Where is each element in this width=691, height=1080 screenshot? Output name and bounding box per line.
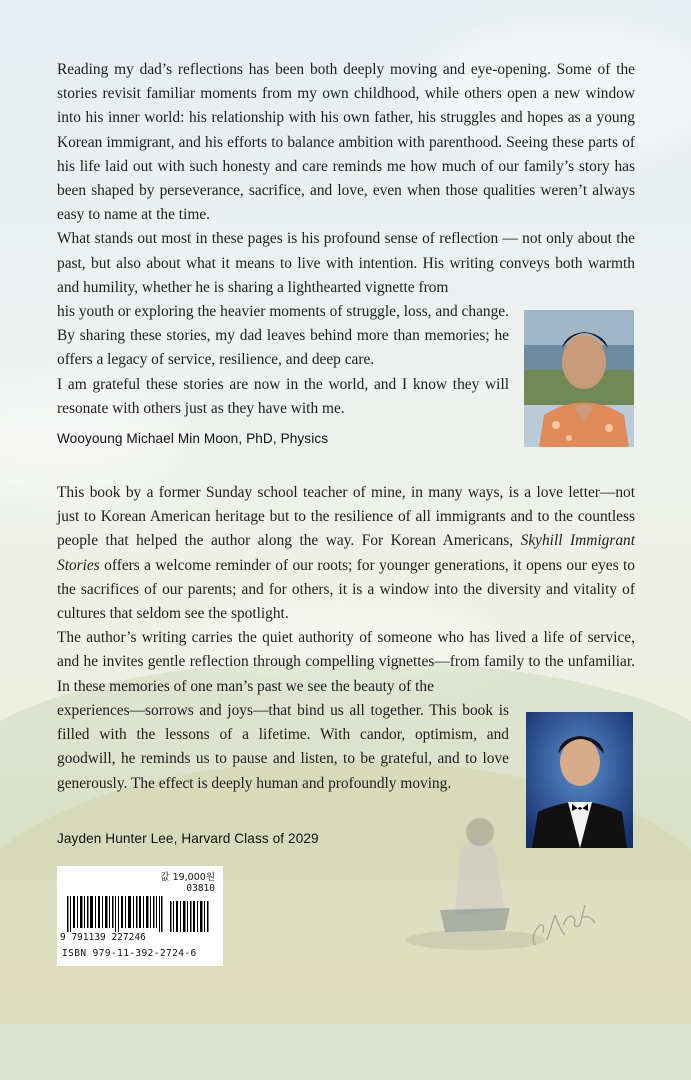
endorser-photo-1 xyxy=(524,310,634,447)
artist-signature xyxy=(525,895,605,955)
endorser-photo-2 xyxy=(526,712,633,848)
book-title: Skyhill Immigrant Stories xyxy=(57,532,635,574)
isbn-barcode-label xyxy=(57,866,223,966)
endorsement-1-paragraph-2: What stands out most in these pages is his profound sense of reflection — not only about the past, but also about what it means to live with intention. His writing conveys both warmth and humility, whether he is sharing a lighthearted vignette from xyxy=(57,230,635,296)
endorsement-2-paragraph-1: This book by a former Sunday school teacher of mine, in many ways, is a love letter—not just to Korean American heritage but to the resilience of all immigrants and to the countless people that helped the author along the way. For Korean Americans, Skyhill Immigrant Stories offers a welcome reminder of our roots; for younger generations, it opens our eyes to the sacrifices of our parents; and for others, it is a window into the diversity and vitality of cultures that seldom see the spotlight. xyxy=(57,484,635,623)
addon-code: 03810 xyxy=(186,883,215,894)
barcode-number: 9 791139 227246 xyxy=(60,932,146,943)
barcode-bars xyxy=(67,896,217,932)
endorsement-2-paragraph-2b: experiences—sorrows and joys—that bind us all together. This book is filled with the lessons of a lifetime. With candor, optimism, and goodwill, he reminds us to pause and listen, to be grateful, and to love generously. The effect is deeply human and profoundly moving. xyxy=(57,702,509,792)
endorsement-2-paragraph-2a: The author’s writing carries the quiet authority of someone who has lived a life of service, and he invites gentle reflection through compelling vignettes—from family to the unfamiliar. In these memories of one man’s past we see the beauty of the xyxy=(57,629,635,695)
endorsement-1-paragraph-1: Reading my dad’s reflections has been both deeply moving and eye-opening. Some of the stories revisit familiar moments from my own childhood, while others open a new window into his inner world: his relationship with his own father, his struggles and hopes as a young Korean immigrant, and his efforts to balance ambition with parenthood. Seeing these parts of his life laid out with such honesty and care reminds me how much of our family’s story has been shaped by perseverance, sacrifice, and love, even when those qualities weren’t always easy to name at the time. xyxy=(57,61,635,224)
endorsement-1-paragraph-3: his youth or exploring the heavier moments of struggle, loss, and change. By sharing these stories, my dad leaves behind more than memories; he offers a legacy of service, resilience, and deep care. xyxy=(57,303,509,369)
endorsement-1-paragraph-4: I am grateful these stories are now in the world, and I know they will resonate with others just as they have with me. xyxy=(57,375,509,417)
endorsement-1 xyxy=(57,58,635,300)
price-text: 값 19,000원 xyxy=(160,872,215,883)
endorsement-2-signature: Jayden Hunter Lee, Harvard Class of 2029 xyxy=(57,831,319,846)
endorsement-1-signature: Wooyoung Michael Min Moon, PhD, Physics xyxy=(57,431,329,446)
isbn-text: ISBN 979-11-392-2724-6 xyxy=(62,948,197,959)
endorsement-2 xyxy=(57,481,635,699)
endorsement-2-continued xyxy=(57,699,509,796)
endorsement-1-continued xyxy=(57,300,509,421)
